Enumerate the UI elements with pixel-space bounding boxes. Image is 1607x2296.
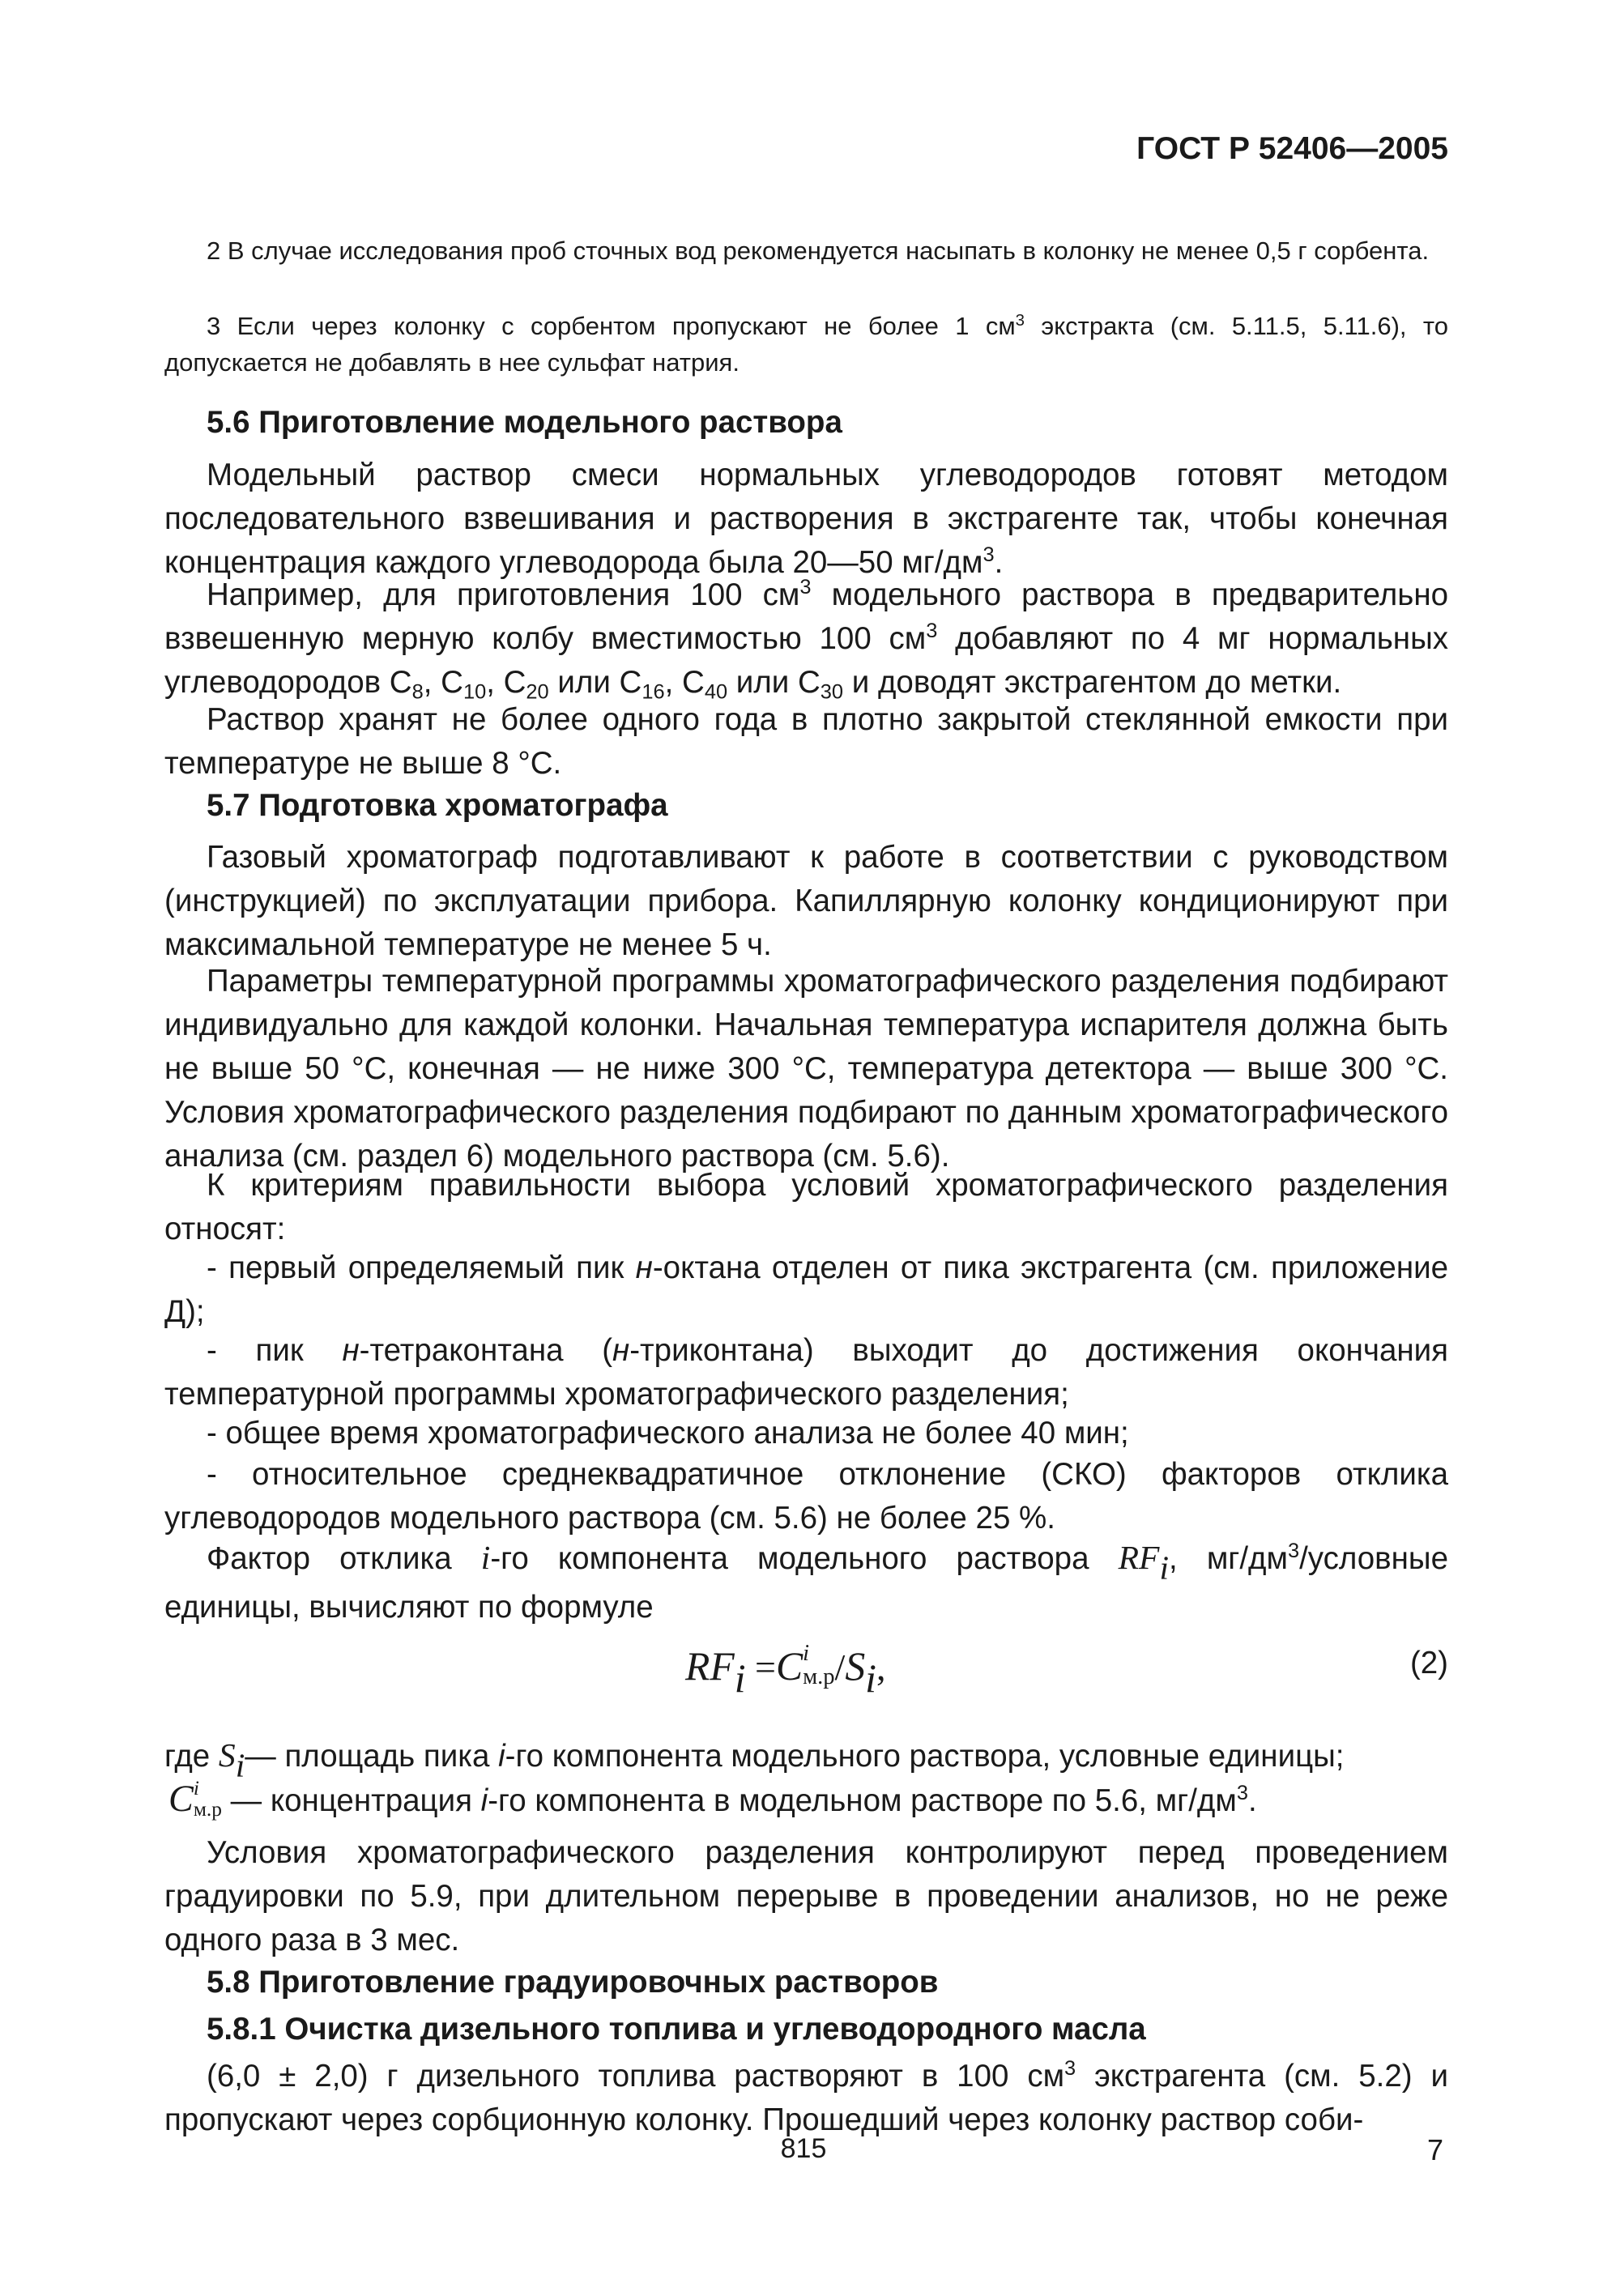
- section-heading-5-7: 5.7 Подготовка хроматографа: [207, 788, 668, 823]
- paragraph-model-solution: Модельный раствор смеси нормальных углеводородов готовят методом последовательного взвешивания и растворения в экстрагенте так, чтобы конечная концентрация каждого углеводорода была 20—50 $мг/дм^3$.: [164, 458, 1448, 580]
- paragraph-response-factor: Фактор отклика i-го компонента модельного раствора $RF_i$, $мг/дм^3$/условные единицы, вычисляют по формуле: [164, 1539, 1448, 1625]
- criterion-4: - относительное среднеквадратичное отклонение (СКО) факторов отклика углеводородов модельного раствора (см. 5.6) не более 25 %.: [164, 1457, 1448, 1536]
- formula-number: (2): [1409, 1646, 1448, 1680]
- footer-page-number-center: 815: [780, 2133, 827, 2164]
- subsection-heading-5-8-1: 5.8.1 Очистка дизельного топлива и углеводородного масла: [207, 2012, 1146, 2047]
- criterion-2: - пик н-тетраконтана (н-триконтана) выходит до достижения окончания температурной программы хроматографического разделения;: [164, 1333, 1448, 1412]
- paragraph-storage: Раствор хранят не более одного года в плотно закрытой стеклянной емкости при температуре не выше 8 °С.: [164, 702, 1448, 781]
- section-heading-5-8: 5.8 Приготовление градуировочных растворов: [207, 1965, 939, 2000]
- where-line-2: C i м.р — концентрация i-го компонента в модельном растворе по 5.6, $мг/дм^3$.: [168, 1777, 1257, 1821]
- paragraph-example: Например, для приготовления 100 $см^3$ модельного раствора в предварительно взвешенную мерную колбу вместимостью 100 $см^3$ добавляют по 4 мг нормальных углеводородов $С_8$, $С_{10}$, $С_{20}$ или $С_{16}$, $С_{40}$ или $С_{30}$ и доводят экстрагентом до метки.: [164, 576, 1448, 704]
- document-code-header: ГОСТ Р 52406—2005: [1136, 131, 1448, 166]
- note-2: 2 В случае исследования проб сточных вод рекомендуется насыпать в колонку не менее 0,5 г сорбента.: [207, 236, 1430, 265]
- paragraph-control-conditions: Условия хроматографического разделения контролируют перед проведением градуировки по 5.9, при длительном перерыве в проведении анализов, но не реже одного раза в 3 мес.: [164, 1835, 1448, 1957]
- section-heading-5-6: 5.6 Приготовление модельного раствора: [207, 405, 842, 440]
- paragraph-temperature-program: Параметры температурной программы хроматографического разделения подбирают индивидуально для каждой колонки. Начальная температура испарителя должна быть не выше 50 °С, конечная — не ниже 300 °С, температура детектора — выше 300 °С. Условия хроматографического разделения подбирают по данным хроматографического анализа (см. раздел 6) модельного раствора (см. 5.6).: [164, 964, 1448, 1174]
- criterion-3: - общее время хроматографического анализа не более 40 мин;: [207, 1416, 1129, 1450]
- footer-page-number-right: 7: [1426, 2133, 1443, 2166]
- formula-2: $RF_i =C$ i м.р $/S_i$,: [685, 1641, 886, 1701]
- paragraph-chromatograph-prep: Газовый хроматограф подготавливают к работе в соответствии с руководством (инструкцией) по эксплуатации прибора. Капиллярную колонку кондиционируют при максимальной температуре не менее 5 ч.: [164, 840, 1448, 962]
- where-line-1: где $S_i—$ площадь пика i-го компонента модельного раствора, условные единицы;: [164, 1736, 1345, 1784]
- paragraph-criteria-intro: К критериям правильности выбора условий хроматографического разделения относят:: [164, 1168, 1448, 1246]
- criterion-1: - первый определяемый пик н-октана отделен от пика экстрагента (см. приложение Д);: [164, 1250, 1448, 1329]
- paragraph-diesel-cleaning: (6,0 ± 2,0) г дизельного топлива растворяют в 100 $см^3$ экстрагента (см. 5.2) и пропускают через сорбционную колонку. Прошедший через колонку раствор соби-: [164, 2057, 1449, 2137]
- note-3: 3 Если через колонку с сорбентом пропускают не более 1 $см^3$ экстракта (см. 5.11.5, 5.11.6), то допускается не добавлять в нее сульфат натрия.: [164, 310, 1448, 377]
